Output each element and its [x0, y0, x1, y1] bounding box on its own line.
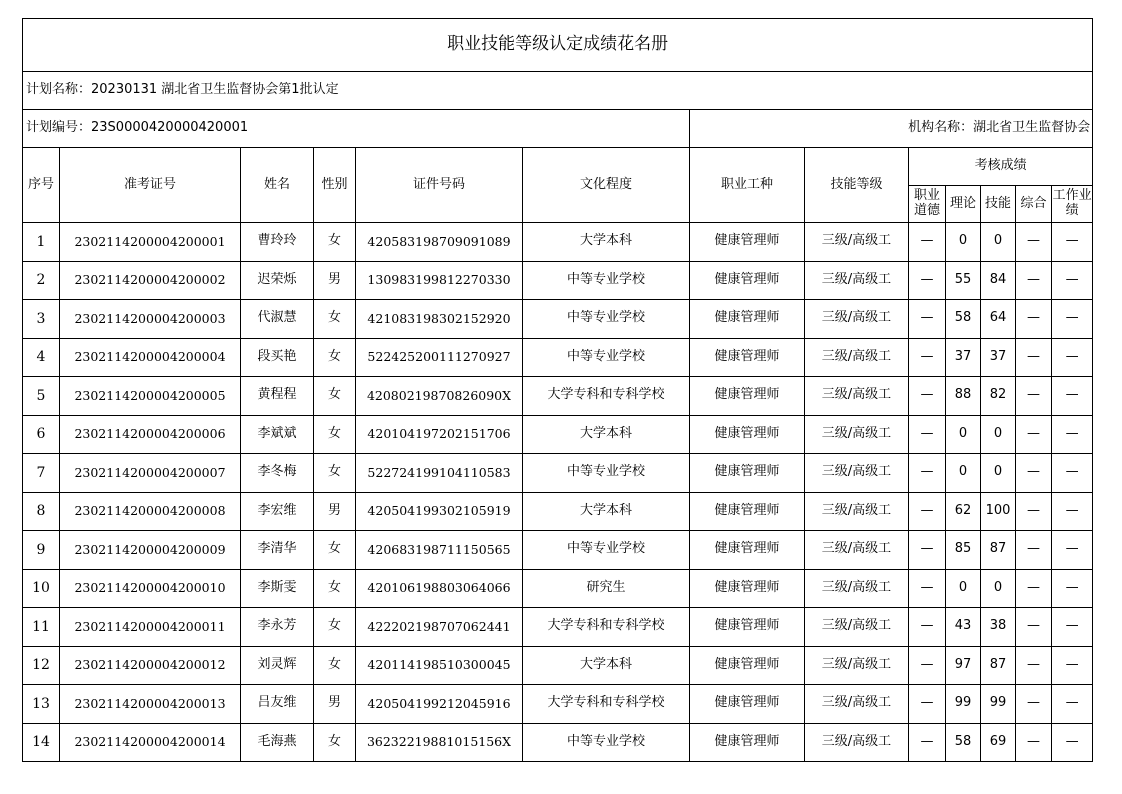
table-row [23, 685, 1093, 724]
cell-overall: — [1016, 531, 1052, 570]
cell-id-no: 420106198803064066 [356, 569, 523, 608]
cell-seq: 2 [23, 261, 60, 300]
cell-skill: 37 [981, 338, 1016, 377]
cell-overall: — [1016, 415, 1052, 454]
cell-education: 大学专科和专科学校 [523, 377, 690, 416]
table-row [23, 300, 1093, 339]
cell-name: 黄程程 [241, 377, 314, 416]
cell-ethics: — [909, 492, 946, 531]
cell-overall: — [1016, 492, 1052, 531]
cell-id-no: 422202198707062441 [356, 608, 523, 647]
cell-gender: 女 [314, 377, 356, 416]
cell-seq: 13 [23, 685, 60, 724]
cell-skill: 87 [981, 531, 1016, 570]
cell-education: 大学本科 [523, 223, 690, 262]
cell-theory: 88 [946, 377, 981, 416]
cell-level: 三级/高级工 [805, 531, 909, 570]
cell-name: 刘灵辉 [241, 646, 314, 685]
cell-name: 李斯雯 [241, 569, 314, 608]
cell-ethics: — [909, 723, 946, 762]
cell-exam-no: 2302114200004200011 [60, 608, 241, 647]
cell-theory: 55 [946, 261, 981, 300]
cell-seq: 5 [23, 377, 60, 416]
cell-education: 中等专业学校 [523, 723, 690, 762]
header-theory: 理论 [946, 186, 981, 223]
cell-id-no: 522724199104110583 [356, 454, 523, 493]
cell-theory: 0 [946, 454, 981, 493]
cell-id-no: 420504199212045916 [356, 685, 523, 724]
cell-work: — [1052, 377, 1093, 416]
cell-overall: — [1016, 377, 1052, 416]
cell-name: 曹玲玲 [241, 223, 314, 262]
cell-occupation: 健康管理师 [690, 338, 805, 377]
cell-occupation: 健康管理师 [690, 646, 805, 685]
cell-id-no: 420504199302105919 [356, 492, 523, 531]
cell-education: 研究生 [523, 569, 690, 608]
cell-skill: 0 [981, 415, 1016, 454]
cell-skill: 0 [981, 569, 1016, 608]
cell-skill: 99 [981, 685, 1016, 724]
cell-exam-no: 2302114200004200005 [60, 377, 241, 416]
cell-id-no: 421083198302152920 [356, 300, 523, 339]
table-row [23, 531, 1093, 570]
table-row [23, 492, 1093, 531]
cell-gender: 女 [314, 569, 356, 608]
cell-ethics: — [909, 569, 946, 608]
cell-theory: 0 [946, 223, 981, 262]
table-row [23, 608, 1093, 647]
cell-skill: 84 [981, 261, 1016, 300]
cell-id-no: 36232219881015156X [356, 723, 523, 762]
cell-education: 中等专业学校 [523, 338, 690, 377]
cell-theory: 0 [946, 415, 981, 454]
cell-level: 三级/高级工 [805, 454, 909, 493]
table-row [23, 646, 1093, 685]
header-skill: 技能 [981, 186, 1016, 223]
cell-overall: — [1016, 646, 1052, 685]
cell-overall: — [1016, 223, 1052, 262]
cell-level: 三级/高级工 [805, 685, 909, 724]
cell-id-no: 130983199812270330 [356, 261, 523, 300]
cell-id-no: 420583198709091089 [356, 223, 523, 262]
plan-number: 计划编号：23S000042000042000​1 [23, 110, 690, 148]
table-row [23, 723, 1093, 762]
header-work: 工作业绩 [1052, 186, 1093, 223]
cell-skill: 100 [981, 492, 1016, 531]
cell-exam-no: 2302114200004200004 [60, 338, 241, 377]
cell-skill: 87 [981, 646, 1016, 685]
cell-education: 中等专业学校 [523, 454, 690, 493]
cell-gender: 女 [314, 415, 356, 454]
cell-skill: 69 [981, 723, 1016, 762]
cell-overall: — [1016, 685, 1052, 724]
cell-exam-no: 2302114200004200012 [60, 646, 241, 685]
cell-work: — [1052, 338, 1093, 377]
cell-exam-no: 2302114200004200009 [60, 531, 241, 570]
cell-gender: 女 [314, 608, 356, 647]
cell-ethics: — [909, 338, 946, 377]
header-education: 文化程度 [523, 148, 690, 223]
cell-ethics: — [909, 261, 946, 300]
cell-theory: 58 [946, 723, 981, 762]
cell-education: 大学本科 [523, 415, 690, 454]
cell-work: — [1052, 646, 1093, 685]
cell-seq: 1 [23, 223, 60, 262]
cell-name: 代淑慧 [241, 300, 314, 339]
cell-ethics: — [909, 608, 946, 647]
cell-gender: 女 [314, 454, 356, 493]
cell-exam-no: 2302114200004200002 [60, 261, 241, 300]
cell-education: 中等专业学校 [523, 300, 690, 339]
cell-theory: 97 [946, 646, 981, 685]
cell-work: — [1052, 300, 1093, 339]
cell-level: 三级/高级工 [805, 492, 909, 531]
cell-gender: 男 [314, 492, 356, 531]
cell-gender: 女 [314, 338, 356, 377]
cell-work: — [1052, 415, 1093, 454]
cell-exam-no: 2302114200004200008 [60, 492, 241, 531]
cell-theory: 43 [946, 608, 981, 647]
table-row [23, 261, 1093, 300]
cell-education: 大学本科 [523, 492, 690, 531]
cell-exam-no: 2302114200004200001 [60, 223, 241, 262]
cell-level: 三级/高级工 [805, 569, 909, 608]
cell-skill: 64 [981, 300, 1016, 339]
cell-exam-no: 2302114200004200014 [60, 723, 241, 762]
cell-theory: 37 [946, 338, 981, 377]
cell-ethics: — [909, 685, 946, 724]
cell-gender: 女 [314, 531, 356, 570]
cell-name: 李宏维 [241, 492, 314, 531]
cell-occupation: 健康管理师 [690, 415, 805, 454]
cell-theory: 85 [946, 531, 981, 570]
cell-ethics: — [909, 300, 946, 339]
header-level: 技能等级 [805, 148, 909, 223]
cell-level: 三级/高级工 [805, 608, 909, 647]
header-exam-no: 准考证号 [60, 148, 241, 223]
cell-work: — [1052, 685, 1093, 724]
cell-theory: 99 [946, 685, 981, 724]
cell-skill: 0 [981, 454, 1016, 493]
cell-name: 段买艳 [241, 338, 314, 377]
cell-occupation: 健康管理师 [690, 300, 805, 339]
cell-name: 李斌斌 [241, 415, 314, 454]
cell-occupation: 健康管理师 [690, 723, 805, 762]
cell-name: 李冬梅 [241, 454, 314, 493]
cell-level: 三级/高级工 [805, 223, 909, 262]
cell-theory: 62 [946, 492, 981, 531]
cell-id-no: 420104197202151706 [356, 415, 523, 454]
cell-occupation: 健康管理师 [690, 377, 805, 416]
cell-work: — [1052, 261, 1093, 300]
header-name: 姓名 [241, 148, 314, 223]
cell-overall: — [1016, 608, 1052, 647]
table-row [23, 415, 1093, 454]
cell-level: 三级/高级工 [805, 415, 909, 454]
cell-occupation: 健康管理师 [690, 223, 805, 262]
org-name: 机构名称：湖北省卫生监督协会 [690, 110, 1093, 148]
cell-education: 大学专科和专科学校 [523, 608, 690, 647]
cell-gender: 女 [314, 723, 356, 762]
cell-overall: — [1016, 723, 1052, 762]
header-seq: 序号 [23, 148, 60, 223]
cell-ethics: — [909, 531, 946, 570]
cell-occupation: 健康管理师 [690, 685, 805, 724]
cell-seq: 8 [23, 492, 60, 531]
cell-ethics: — [909, 415, 946, 454]
cell-work: — [1052, 608, 1093, 647]
header-occupation: 职业工种 [690, 148, 805, 223]
cell-overall: — [1016, 569, 1052, 608]
header-ethics: 职业道德 [909, 186, 946, 223]
cell-seq: 9 [23, 531, 60, 570]
cell-work: — [1052, 223, 1093, 262]
cell-occupation: 健康管理师 [690, 569, 805, 608]
cell-name: 毛海燕 [241, 723, 314, 762]
cell-work: — [1052, 569, 1093, 608]
cell-name: 迟荣烁 [241, 261, 314, 300]
cell-theory: 58 [946, 300, 981, 339]
cell-level: 三级/高级工 [805, 723, 909, 762]
score-roster-table [22, 18, 1093, 762]
cell-overall: — [1016, 454, 1052, 493]
cell-gender: 女 [314, 223, 356, 262]
cell-level: 三级/高级工 [805, 300, 909, 339]
cell-skill: 0 [981, 223, 1016, 262]
cell-overall: — [1016, 300, 1052, 339]
cell-education: 中等专业学校 [523, 531, 690, 570]
header-scores: 考核成绩 [909, 148, 1093, 186]
cell-work: — [1052, 454, 1093, 493]
cell-level: 三级/高级工 [805, 646, 909, 685]
cell-name: 李清华 [241, 531, 314, 570]
cell-id-no: 42080219870826090X [356, 377, 523, 416]
cell-level: 三级/高级工 [805, 377, 909, 416]
cell-ethics: — [909, 454, 946, 493]
cell-seq: 6 [23, 415, 60, 454]
page-title: 职业技能等级认定成绩花名册 [23, 19, 1093, 72]
cell-id-no: 420683198711150565 [356, 531, 523, 570]
cell-seq: 14 [23, 723, 60, 762]
cell-education: 大学本科 [523, 646, 690, 685]
cell-exam-no: 2302114200004200003 [60, 300, 241, 339]
cell-occupation: 健康管理师 [690, 531, 805, 570]
cell-gender: 女 [314, 300, 356, 339]
cell-occupation: 健康管理师 [690, 454, 805, 493]
cell-seq: 10 [23, 569, 60, 608]
cell-education: 大学专科和专科学校 [523, 685, 690, 724]
cell-ethics: — [909, 223, 946, 262]
cell-name: 李永芳 [241, 608, 314, 647]
cell-gender: 男 [314, 685, 356, 724]
cell-id-no: 420114198510300045 [356, 646, 523, 685]
table-row [23, 338, 1093, 377]
cell-level: 三级/高级工 [805, 261, 909, 300]
cell-overall: — [1016, 338, 1052, 377]
cell-exam-no: 2302114200004200006 [60, 415, 241, 454]
cell-exam-no: 2302114200004200013 [60, 685, 241, 724]
cell-skill: 82 [981, 377, 1016, 416]
table-row [23, 377, 1093, 416]
cell-seq: 11 [23, 608, 60, 647]
cell-theory: 0 [946, 569, 981, 608]
table-row [23, 569, 1093, 608]
table-row [23, 223, 1093, 262]
cell-name: 吕友维 [241, 685, 314, 724]
cell-overall: — [1016, 261, 1052, 300]
cell-gender: 女 [314, 646, 356, 685]
cell-education: 中等专业学校 [523, 261, 690, 300]
cell-seq: 7 [23, 454, 60, 493]
cell-skill: 38 [981, 608, 1016, 647]
cell-work: — [1052, 492, 1093, 531]
cell-work: — [1052, 723, 1093, 762]
header-gender: 性别 [314, 148, 356, 223]
table-row [23, 454, 1093, 493]
cell-level: 三级/高级工 [805, 338, 909, 377]
header-overall: 综合 [1016, 186, 1052, 223]
cell-gender: 男 [314, 261, 356, 300]
cell-occupation: 健康管理师 [690, 492, 805, 531]
cell-id-no: 522425200111270927 [356, 338, 523, 377]
cell-seq: 12 [23, 646, 60, 685]
cell-exam-no: 2302114200004200007 [60, 454, 241, 493]
cell-seq: 4 [23, 338, 60, 377]
cell-seq: 3 [23, 300, 60, 339]
header-id-no: 证件号码 [356, 148, 523, 223]
cell-ethics: — [909, 646, 946, 685]
cell-exam-no: 2302114200004200010 [60, 569, 241, 608]
cell-occupation: 健康管理师 [690, 608, 805, 647]
cell-work: — [1052, 531, 1093, 570]
cell-ethics: — [909, 377, 946, 416]
cell-occupation: 健康管理师 [690, 261, 805, 300]
plan-name: 计划名称：20230131 湖北省卫生监督协会第1批认定 [23, 72, 1093, 110]
